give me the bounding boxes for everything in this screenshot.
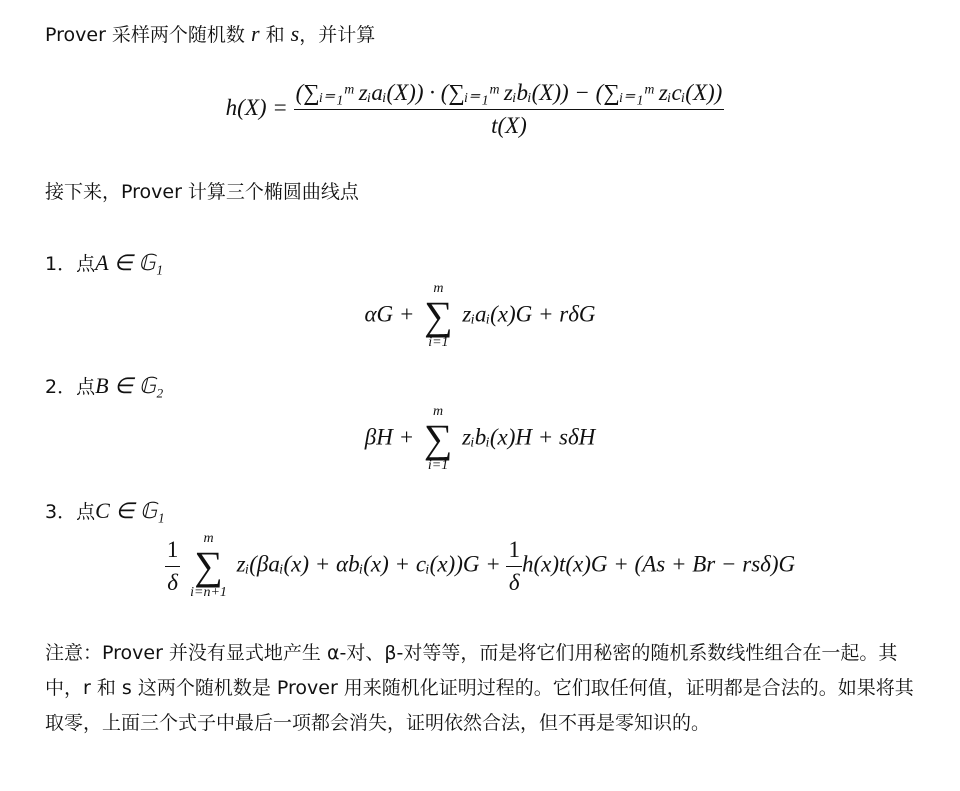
h-fraction — [294, 80, 725, 139]
intro-part: Prover 采样两个随机数 — [45, 24, 251, 46]
intro-text — [45, 20, 375, 47]
item-3-label: 3．点C ∈ 𝔾₁ — [45, 498, 165, 523]
formula-c: $\frac{1}{\delta}$ m ∑ i=n+1 zᵢ(βaᵢ(x) + αbᵢ(x) + cᵢ(x))G + $\frac{1}{\delta}$ h(x)t(x)G + (As + Br − rsδ)G — [166, 531, 796, 600]
item-2-label: 2．点B ∈ 𝔾₂ — [45, 373, 164, 398]
note-paragraph: 注意：Prover 并没有显式地产生 α-对、β-对等等，而是将它们用秘密的随机系数线性组合在一起。其中，r 和 s 这两个随机数是 Prover 用来随机化证明过程的。它们取任何值，证明都是合法的。如果将其取零，上面三个式子中最后一项都会消失，证明依然合法，但不再是零知识的。 — [45, 642, 914, 734]
frac-1-delta: $\frac{1}{\delta}$ — [166, 536, 179, 595]
var-s: s — [290, 21, 300, 46]
intro-part2: ，并计算 — [299, 24, 376, 46]
sum-symbol: m ∑ i=1 — [423, 404, 453, 473]
item-1-label: 1．点A ∈ 𝔾₁ — [45, 250, 163, 275]
h-denominator: t(X) — [491, 113, 527, 138]
formula-a: αG + m ∑ i=1 zᵢaᵢ(x)G + rδG — [364, 281, 596, 350]
sum-symbol: m ∑ i=n+1 — [190, 531, 227, 600]
intro-and: 和 — [259, 24, 291, 46]
frac-1-delta-2: $\frac{1}{\delta}$ — [508, 536, 520, 595]
next-text: 接下来，Prover 计算三个椭圆曲线点 — [45, 181, 359, 203]
h-numerator: (∑ᵢ₌₁ᵐ zᵢaᵢ(X)) · (∑ᵢ₌₁ᵐ zᵢbᵢ(X)) − (∑ᵢ₌₁ᵐ zᵢcᵢ(X)) — [294, 80, 725, 110]
formula-b: βH + m ∑ i=1 zᵢbᵢ(x)H + sδH — [364, 404, 596, 473]
h-formula — [0, 80, 955, 139]
var-r: r — [250, 21, 260, 46]
h-lhs: h(X) = — [225, 94, 288, 120]
sum-symbol: m ∑ i=1 — [424, 281, 453, 350]
